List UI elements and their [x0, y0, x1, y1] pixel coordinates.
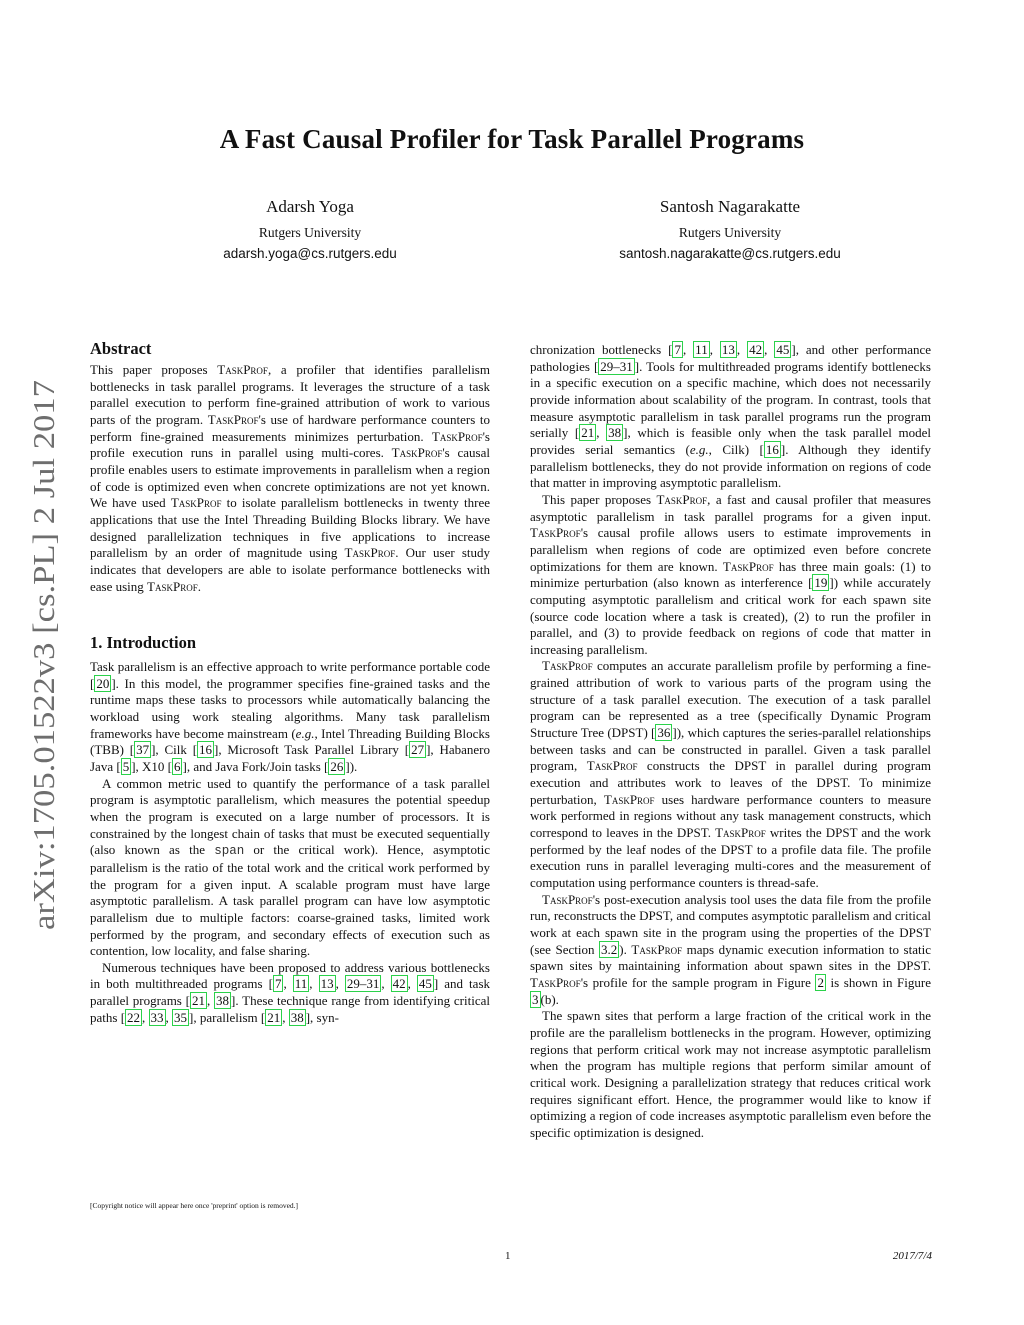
citation-link[interactable]: 33: [150, 1009, 164, 1025]
citation-link[interactable]: 26: [330, 758, 344, 774]
arxiv-stamp: [10, 378, 70, 930]
author-name: Adarsh Yoga: [266, 197, 354, 216]
citation-link[interactable]: 38: [290, 1009, 304, 1025]
citation-link[interactable]: 22: [127, 1009, 141, 1025]
citation-link[interactable]: 37: [136, 742, 150, 758]
citation-link[interactable]: 29–31: [346, 976, 380, 992]
citation-link[interactable]: 27: [411, 742, 425, 758]
intro-paragraph: A common metric used to quantify the performance of a task parallel program is asymptotic parallelism, which measures the potential speedup when the program is executed on a large number of processors. It is constrained by the longest chain of tasks that must be executed sequentially (also known as the span or the critical work). Hence, asymptotic parallelism is the ratio of the total work and the critical work performed by the program for a given input. A scalable program must have large asymptotic parallelism. A task parallel program can have low asymptotic parallelism due to multiple factors: coarse-grained tasks, limited work performed by the program, and secondary effects of execution such as contention, low locality, and false sharing.: [90, 775, 491, 959]
body-paragraph: The spawn sites that perform a large fraction of the critical work in the profile are the parallelism bottlenecks in the program. However, optimizing regions that perform critical work may not increase asymptotic parallelism when the program has multiple regions that perform similar amount of critical work. Designing a parallelization strategy that reduces critical work requires significant effort. Hence, the programmer would like to know if optimizing a region of code increases asymptotic parallelism even before the specific optimization is designed.: [530, 1008, 931, 1140]
author-email[interactable]: adarsh.yoga@cs.rutgers.edu: [223, 246, 397, 261]
citation-link[interactable]: 16: [199, 742, 213, 758]
author-email[interactable]: santosh.nagarakatte@cs.rutgers.edu: [619, 246, 841, 261]
section-link[interactable]: 3.2: [601, 941, 618, 957]
citation-link[interactable]: 35: [174, 1009, 188, 1025]
copyright-notice: [Copyright notice will appear here once 'preprint' option is removed.]: [90, 1201, 299, 1210]
author-affiliation: Rutgers University: [678, 225, 782, 240]
citation-link[interactable]: 45: [776, 342, 790, 357]
citation-link[interactable]: 7: [274, 976, 282, 992]
citation-link[interactable]: 42: [392, 976, 406, 992]
body-paragraph: This paper proposes TaskProf, a fast and causal profiler that measures asymptotic parallelism in task parallel programs for a given input. TaskProf's causal profile allows users to estimate improvements in parallelism when regions of code are optimized even before concrete optimizations for them are known. TaskProf has three main goals: (1) to minimize perturbation (also known as interference [ 19 ]) while accurately computing asymptotic parallelism and critical work for each spawn site (source code location where a task is created), (2) to run the profiler in parallel, and (3) to provide feedback on regions of code that matter in increasing parallelism.: [530, 491, 931, 657]
right-column-text: [530, 342, 931, 1142]
citation-link[interactable]: 20: [96, 675, 110, 691]
arxiv-stamp-text: arXiv:1705.01522v3 [cs.PL] 2 Jul 2017: [26, 437, 61, 930]
author-block: [550, 196, 910, 263]
author-name: Santosh Nagarakatte: [659, 197, 801, 216]
author-block: [130, 196, 490, 263]
body-paragraph: chronization bottlenecks [ 7 , 11 , 13 , 42 , 45 ], and other performance pathologies [ 29–31 ]. Tools for multithreaded programs identify bottlenecks in a specific execution on a specific machine, which does not necessarily provide information about scalability of the program. In contrast, tools that measure asymptotic parallelism in task parallel programs run the program serially [ 21 , 38 ], which is feasible only when the task parallel model provides serial semantics (e.g., Cilk) [ 16 ]. Although they identify parallelism bottlenecks, they do not provide information on regions of code that matter in improving asymptotic parallelism.: [530, 342, 932, 491]
citation-link[interactable]: 5: [122, 758, 130, 774]
citation-link[interactable]: 21: [581, 425, 595, 441]
citation-link[interactable]: 21: [192, 993, 205, 1009]
author-affiliation: Rutgers University: [258, 225, 362, 240]
citation-link[interactable]: 38: [216, 993, 230, 1009]
abstract-paragraph: This paper proposes TaskProf, a profiler that identifies parallelism bottlenecks in task parallel programs. It leverages the structure of a task parallel execution to perform fine-grained attribution of work to various parts of the program. TaskProf's use of hardware performance counters to perform fine-grained measurements minimizes perturbation. TaskProf's profile execution runs in parallel using multi-cores. TaskProf's causal profile enables users to estimate improvements in parallelism when a region of code is optimized even when concrete optimizations are not yet known. We have used TaskProf to isolate parallelism bottlenecks in twenty three applications that use the Intel Threading Building Blocks library. We have designed parallelization techniques in five applications to increase parallelism by an order of magnitude using TaskProf. Our user study indicates that developers are able to isolate performance bottlenecks with ease using TaskProf.: [90, 362, 491, 594]
body-paragraph: TaskProf computes an accurate parallelism profile by performing a fine-grained attribution of work to various parts of the program using the structure of a task parallel execution. The execution of a task parallel program can be represented as a tree (specifically Dynamic Program Structure Tree (DPST) [ 36 ]), which captures the series-parallel relationships between tasks and can be constructed in parallel. Given a task parallel program, TaskProf constructs the DPST in parallel during program execution and attributes work to leaves of the DPST. To minimize perturbation, TaskProf uses hardware performance counters to measure work performed in regions without any task management constructs, which correspond to leaves in the DPST. TaskProf writes the DPST and the work performed by the leaf nodes of the DPST to a profile data file. The profile execution runs in parallel leveraging multi-cores and the measurement of computation using performance counters is thread-safe.: [530, 658, 931, 890]
abstract-text: [90, 362, 490, 595]
citation-link[interactable]: 21: [267, 1009, 281, 1025]
citation-link[interactable]: 11: [695, 342, 708, 357]
citation-link[interactable]: 19: [814, 575, 828, 591]
intro-text: [90, 659, 490, 1026]
figure-link[interactable]: 2: [817, 974, 824, 990]
citation-link[interactable]: 13: [721, 342, 735, 357]
abstract-heading: Abstract: [90, 339, 152, 358]
citation-link[interactable]: 6: [173, 758, 181, 774]
citation-link[interactable]: 42: [749, 342, 763, 357]
body-paragraph: TaskProf's post-execution analysis tool uses the data file from the profile run, reconstructs the DPST, and computes asymptotic parallelism and critical work at each spawn site in the program using the properties of the DPST (see Section 3.2 ). TaskProf maps dynamic execution information to static spawn sites by maintaining information about spawn sites in the DPST. TaskProf's profile for the sample program in Figure 2 is shown in Figure 3 (b).: [530, 891, 931, 1007]
intro-paragraph: Numerous techniques have been proposed to address various bottlenecks in both multithreaded programs [ 7 , 11 , 13 , 29–31 , 42 , 45 ] and task parallel programs [ 21 , 38 ]. These technique range from identifying critical paths [ 22 , 33 , 35 ], parallelism [ 21 , 38 ], syn-: [90, 959, 491, 1025]
citation-link[interactable]: 36: [657, 725, 671, 741]
citation-link[interactable]: 45: [418, 976, 432, 992]
citation-link[interactable]: 29–31: [600, 358, 633, 374]
citation-link[interactable]: 11: [294, 976, 308, 992]
figure-link[interactable]: 3: [532, 991, 539, 1007]
citation-link[interactable]: 7: [674, 342, 681, 357]
citation-link[interactable]: 13: [320, 976, 334, 992]
citation-link[interactable]: 38: [608, 425, 622, 441]
paper-title: A Fast Causal Profiler for Task Parallel Programs: [219, 124, 805, 154]
citation-link[interactable]: 16: [765, 441, 779, 457]
intro-heading: 1. Introduction: [90, 633, 197, 652]
page-date: 2017/7/4: [892, 1250, 932, 1262]
intro-paragraph: Task parallelism is an effective approach to write performance portable code [ 20 ]. In this model, the programmer specifies fine-grained tasks and the runtime maps these tasks to processors while automatically balancing the workload using work stealing algorithms. Many task parallelism frameworks have become mainstream (e.g., Intel Threading Building Blocks (TBB) [ 37 ], Cilk [ 16 ], Microsoft Task Parallel Library [ 27 ], Habanero Java [ 5 ], X10 [ 6 ], and Java Fork/Join tasks [ 26 ]).: [90, 659, 490, 774]
page-number: 1: [505, 1250, 511, 1262]
